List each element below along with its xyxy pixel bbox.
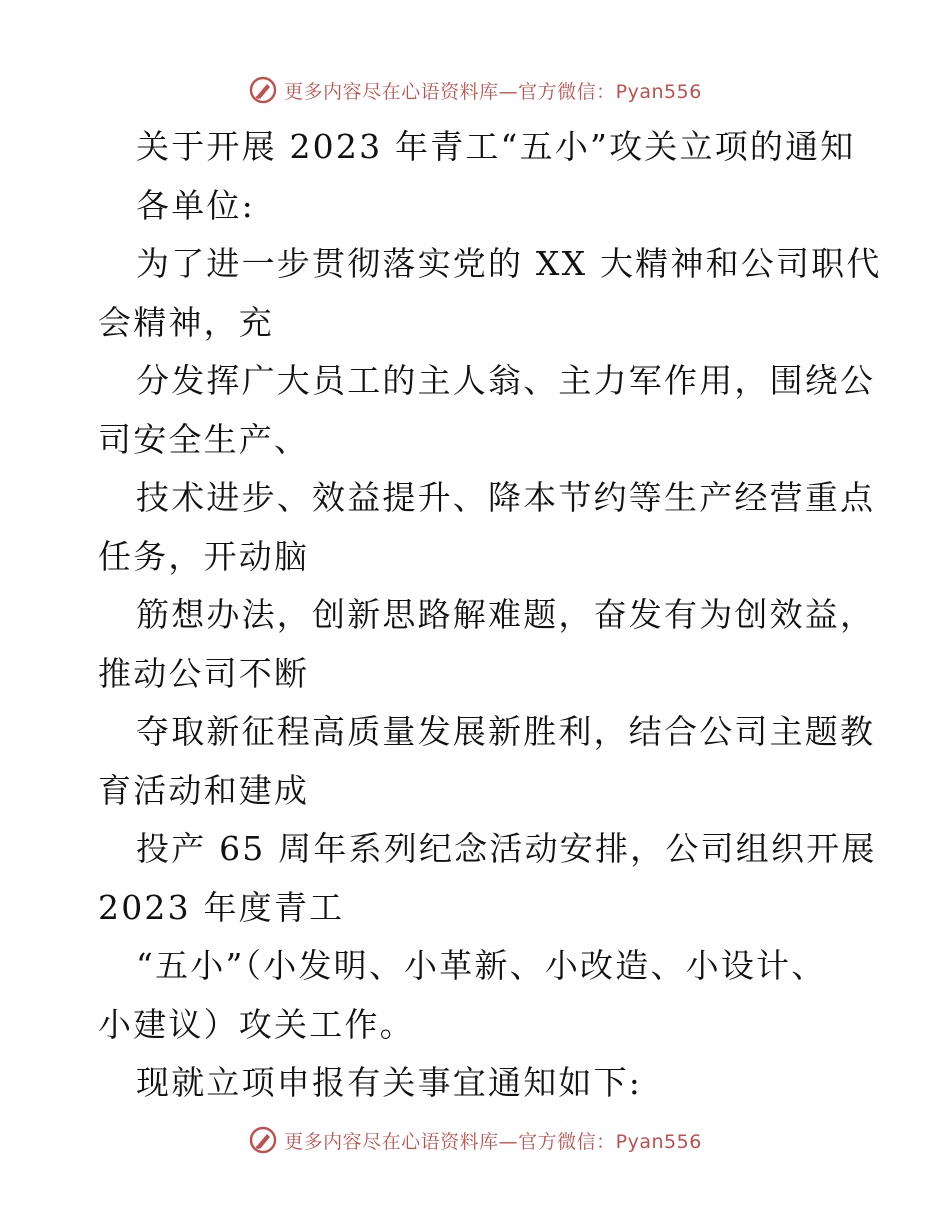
document-body bbox=[98, 118, 882, 1113]
paragraph-line: 分发挥广大员工的主人翁、主力军作用，围绕公 bbox=[136, 361, 876, 400]
watermark-text: 更多内容尽在心语资料库—官方微信：Pyan556 bbox=[284, 1130, 702, 1153]
paragraph-line: “五小”（小发明、小革新、小改造、小设计、 bbox=[136, 946, 827, 985]
paragraph-line: 筋想办法，创新思路解难题，奋发有为创效益， bbox=[136, 595, 876, 634]
watermark-footer bbox=[0, 1120, 950, 1160]
paragraph-line: 小建议）攻关工作。 bbox=[98, 1004, 415, 1044]
paragraph-line: 任务，开动脑 bbox=[98, 536, 310, 576]
pen-logo-icon bbox=[248, 75, 278, 105]
watermark-text: 更多内容尽在心语资料库—官方微信：Pyan556 bbox=[284, 80, 702, 103]
paragraph-line: 会精神，充 bbox=[98, 302, 274, 342]
paragraph-line: 2023 年度青工 bbox=[98, 887, 345, 927]
paragraph-line: 投产 65 周年系列纪念活动安排，公司组织开展 bbox=[136, 829, 877, 868]
paragraph-line: 推动公司不断 bbox=[98, 653, 310, 693]
paragraph-line: 为了进一步贯彻落实党的 XX 大精神和公司职代 bbox=[136, 244, 882, 283]
watermark-header bbox=[0, 70, 950, 110]
paragraph-line: 技术进步、效益提升、降本节约等生产经营重点 bbox=[136, 478, 876, 517]
document-title: 关于开展 2023 年青工“五小”攻关立项的通知 bbox=[136, 127, 856, 166]
paragraph-line: 夺取新征程高质量发展新胜利，结合公司主题教 bbox=[136, 712, 876, 751]
paragraph-line: 司安全生产、 bbox=[98, 419, 310, 459]
paragraph-line: 现就立项申报有关事宜通知如下: bbox=[136, 1063, 643, 1102]
salutation: 各单位: bbox=[136, 185, 255, 225]
paragraph-line: 育活动和建成 bbox=[98, 770, 310, 810]
pen-logo-icon bbox=[248, 1125, 278, 1155]
